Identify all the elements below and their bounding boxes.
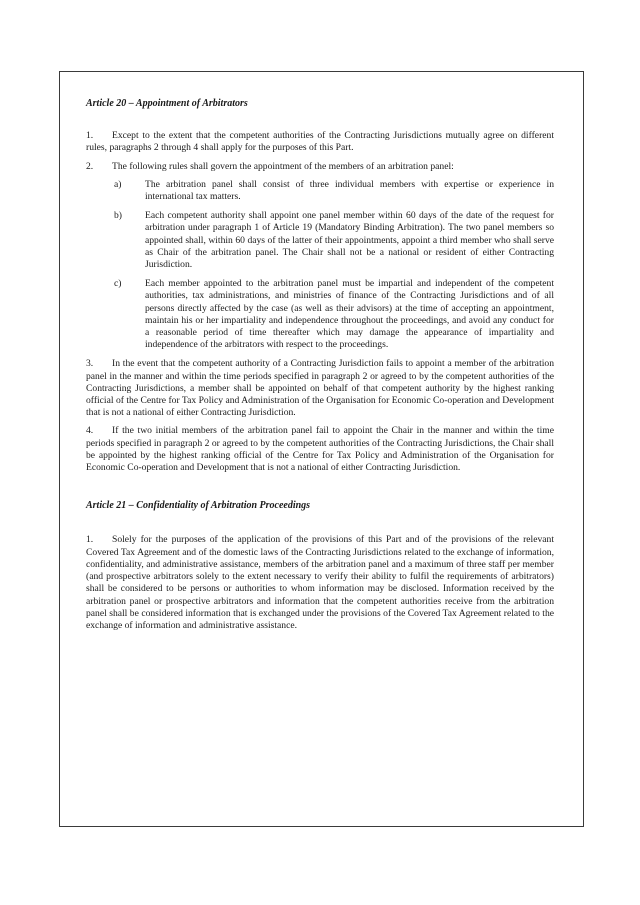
paragraph-text: The following rules shall govern the appointment of the members of an arbitration panel: <box>112 160 454 172</box>
document-body <box>86 98 554 638</box>
item-text: Each competent authority shall appoint one panel member within 60 days of the date of the request for arbitration under paragraph 1 of Article 19 (Mandatory Binding Arbitration). The two panel members so appointed shall, within 60 days of the latter of their appointments, appoint a third member who shall serve as Chair of the arbitration panel. The Chair shall not be a national or resident of either Contracting Jurisdiction. <box>145 210 554 271</box>
article-21-heading: Article 21 – Confidentiality of Arbitration Proceedings <box>86 500 311 512</box>
article-21-paragraph-1 <box>86 534 554 632</box>
item-text: The arbitration panel shall consist of three individual members with expertise or experience in international tax matters. <box>145 178 554 203</box>
paragraph-number: 1. <box>86 130 94 142</box>
item-letter: c) <box>114 278 122 290</box>
article-20-heading: Article 20 – Appointment of Arbitrators <box>86 98 248 109</box>
article-20-paragraph-2 <box>86 161 554 173</box>
article-20-item-b <box>114 210 554 271</box>
paragraph-text: Solely for the purposes of the application of the provisions of this Part and of the provisions of the relevant Covered Tax Agreement and of the domestic laws of the Contracting Jurisdictions related to the exchange of information, confidentiality, and administrative assistance, members of the arbitration panel and a maximum of three staff per member (and prospective arbitrators solely to the extent necessary to verify their ability to fulfil the requirements of arbitrators) shall be considered to be persons or authorities to whom information may be disclosed. Information received by the arbitration panel or prospective arbitrators and information that the competent authorities receive from the arbitration panel shall be considered information that is exchanged under the provisions of the Covered Tax Agreement related to the exchange of information and administrative assistance. <box>86 534 554 631</box>
article-20-paragraph-1 <box>86 130 554 154</box>
article-20-item-a <box>114 179 554 203</box>
item-letter: b) <box>114 210 122 222</box>
paragraph-number: 4. <box>86 425 94 437</box>
paragraph-text: If the two initial members of the arbitration panel fail to appoint the Chair in the manner and within the time periods specified in paragraph 2 or agreed to by the competent authorities of the Contracting Jurisdictions, the Chair shall be appointed by the highest ranking official of the Centre for Tax Policy and Administration of the Organisation for Economic Co-operation and Development that is not a national of either Contracting Jurisdiction. <box>86 425 554 474</box>
article-20-paragraph-4 <box>86 425 554 474</box>
paragraph-text: In the event that the competent authority of a Contracting Jurisdiction fails to appoint a member of the arbitration panel in the manner and within the time periods specified in paragraph 2 or agreed to by the competent authorities of the Contracting Jurisdictions, a member shall be appointed on behalf of that competent authority by the highest ranking official of the Centre for Tax Policy and Administration of the Organisation for Economic Co-operation and Development that is not a national of either Contracting Jurisdiction. <box>86 358 554 419</box>
paragraph-text: Except to the extent that the competent authorities of the Contracting Jurisdictions mutually agree on different rules, paragraphs 2 through 4 shall apply for the purposes of this Part. <box>86 130 554 154</box>
paragraph-number: 2. <box>86 160 94 172</box>
item-letter: a) <box>114 178 122 190</box>
item-text: Each member appointed to the arbitration panel must be impartial and independent of the competent authorities, tax administrations, and ministries of finance of the Contracting Jurisdictions and of all persons directly affected by the case (as well as their advisors) at the time of accepting an appointment, maintain his or her impartiality and independence throughout the proceedings, and avoid any conduct for a reasonable period of time thereafter which may damage the appearance of impartiality and independence of the arbitrators with respect to the proceedings. <box>145 278 554 351</box>
article-20-paragraph-3 <box>86 358 554 419</box>
paragraph-number: 3. <box>86 358 94 370</box>
article-20-item-c <box>114 278 554 351</box>
paragraph-number: 1. <box>86 534 94 546</box>
